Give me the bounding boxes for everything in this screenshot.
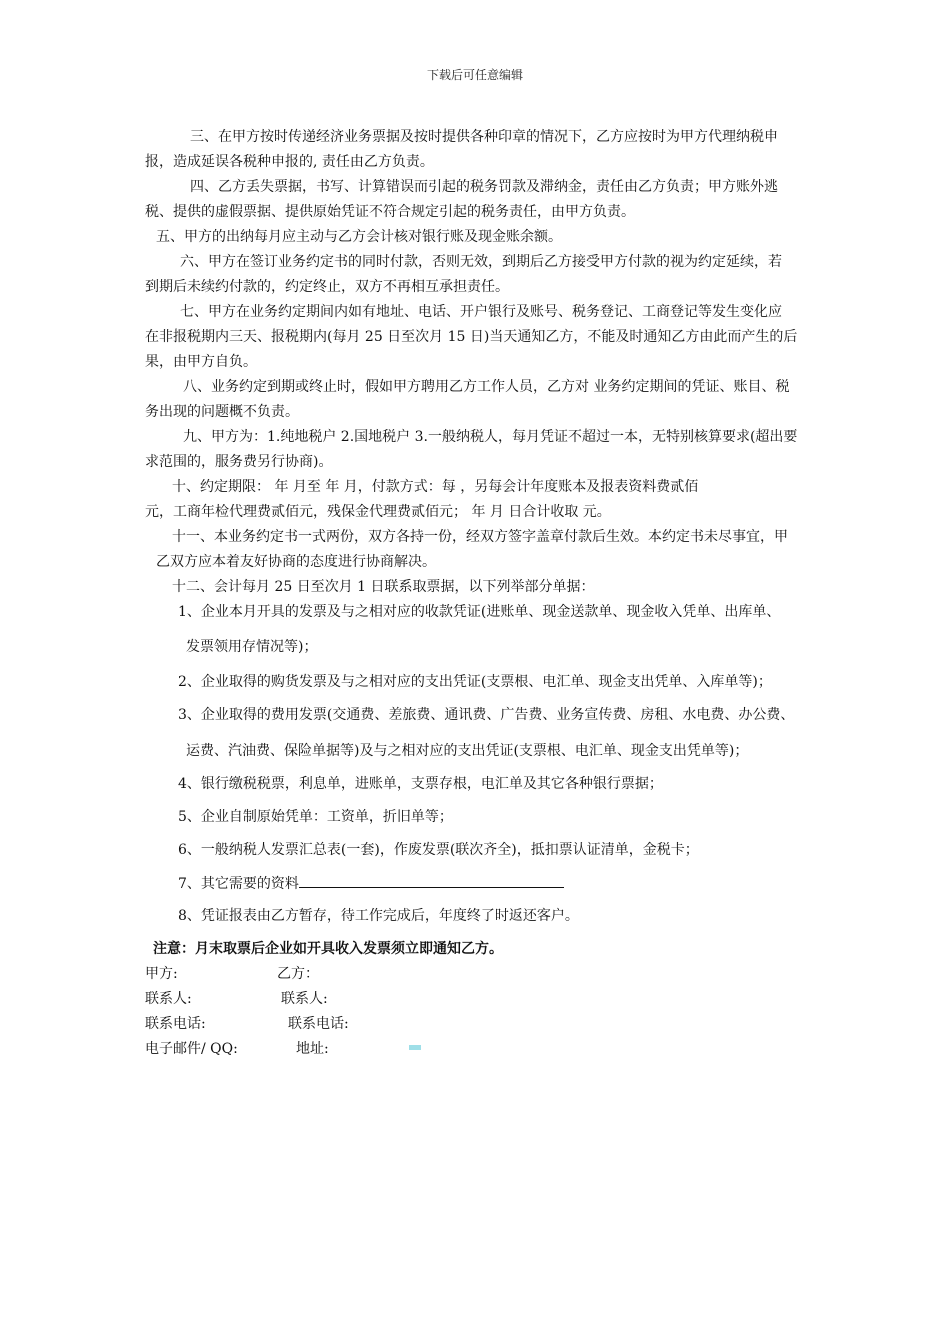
item-1-line-1: 1、企业本月开具的发票及与之相对应的收款凭证(进账单、现金送款单、现金收入凭单、出库单、 bbox=[178, 604, 781, 620]
clause-9-line-1: 九、甲方为：1.纯地税户 2.国地税户 3.一般纳税人，每月凭证不超过一本，无特别核算要求(超出要 bbox=[183, 429, 798, 445]
contact-a-label: 联系人: bbox=[145, 991, 192, 1007]
party-a-label: 甲方: bbox=[145, 966, 178, 982]
item-7-blank-line bbox=[299, 874, 564, 888]
address-b-label: 地址: bbox=[296, 1041, 329, 1057]
clause-8-line-2: 务出现的问题概不负责。 bbox=[145, 404, 299, 420]
clause-11-line-1: 十一、本业务约定书一式两份，双方各持一份，经双方签字盖章付款后生效。本约定书未尽事宜，甲 bbox=[172, 529, 788, 545]
item-6: 6、一般纳税人发票汇总表(一套)，作废发票(联次齐全)，抵扣票认证清单，金税卡； bbox=[178, 842, 699, 858]
item-7 bbox=[178, 874, 564, 893]
clause-10-line-1: 十、约定期限： 年 月至 年 月，付款方式：每 ，另每会计年度账本及报表资料费贰佰 bbox=[172, 479, 699, 495]
item-3-line-1: 3、企业取得的费用发票(交通费、差旅费、通讯费、广告费、业务宣传费、房租、水电费、办公费、 bbox=[178, 707, 795, 723]
clause-8-line-1: 八、业务约定到期或终止时，假如甲方聘用乙方工作人员，乙方对 业务约定期间的凭证、账目、税 bbox=[183, 379, 790, 395]
clause-6-line-1: 六、甲方在签订业务约定书的同时付款，否则无效，到期后乙方接受甲方付款的视为约定延续，若 bbox=[180, 254, 782, 270]
clause-5-line-1: 五、甲方的出纳每月应主动与乙方会计核对银行账及现金账余额。 bbox=[156, 229, 562, 245]
clause-3-line-1: 三、在甲方按时传递经济业务票据及按时提供各种印章的情况下，乙方应按时为甲方代理纳税申 bbox=[190, 129, 778, 145]
item-1-line-2: 发票领用存情况等)； bbox=[186, 639, 318, 655]
clause-10-line-2: 元，工商年检代理费贰佰元，残保金代理费贰佰元； 年 月 日合计收取 元。 bbox=[145, 504, 611, 520]
highlight-mark bbox=[409, 1045, 421, 1050]
clause-7-line-2: 在非报税期内三天、报税期内(每月 25 日至次月 15 日)当天通知乙方，不能及时通知乙方由此而产生的后 bbox=[145, 329, 798, 345]
clause-4-line-1: 四、乙方丢失票据，书写、计算错误而引起的税务罚款及滞纳金，责任由乙方负责；甲方账外逃 bbox=[190, 179, 778, 195]
clause-6-line-2: 到期后未续约付款的，约定终止，双方不再相互承担责任。 bbox=[145, 279, 509, 295]
email-a-label: 电子邮件/ QQ: bbox=[145, 1041, 238, 1057]
page-header: 下载后可任意编辑 bbox=[426, 68, 523, 82]
contact-b-label: 联系人: bbox=[281, 991, 328, 1007]
item-5: 5、企业自制原始凭单：工资单，折旧单等； bbox=[178, 809, 453, 825]
clause-12-line-1: 十二、会计每月 25 日至次月 1 日联系取票据，以下列举部分单据： bbox=[172, 579, 595, 595]
clause-7-line-1: 七、甲方在业务约定期间内如有地址、电话、开户银行及账号、税务登记、工商登记等发生变化应 bbox=[180, 304, 782, 320]
party-b-label: 乙方： bbox=[277, 966, 319, 982]
item-4: 4、银行缴税税票，利息单，进账单，支票存根，电汇单及其它各种银行票据； bbox=[178, 776, 663, 792]
clause-3-line-2: 报，造成延误各税种申报的, 责任由乙方负责。 bbox=[145, 154, 434, 170]
clause-11-line-2: 乙双方应本着友好协商的态度进行协商解决。 bbox=[156, 554, 436, 570]
clause-7-line-3: 果，由甲方自负。 bbox=[145, 354, 257, 370]
item-7-label: 7、其它需要的资料 bbox=[178, 876, 299, 892]
notice-text: 注意：月末取票后企业如开具收入发票须立即通知乙方。 bbox=[153, 941, 503, 957]
item-3-line-2: 运费、汽油费、保险单据等)及与之相对应的支出凭证(支票根、电汇单、现金支出凭单等)； bbox=[186, 743, 749, 759]
item-2: 2、企业取得的购货发票及与之相对应的支出凭证(支票根、电汇单、现金支出凭单、入库单等)； bbox=[178, 674, 772, 690]
phone-b-label: 联系电话: bbox=[288, 1016, 349, 1032]
phone-a-label: 联系电话: bbox=[145, 1016, 206, 1032]
clause-9-line-2: 求范围的，服务费另行协商)。 bbox=[145, 454, 333, 470]
item-8: 8、凭证报表由乙方暂存，待工作完成后，年度终了时返还客户。 bbox=[178, 908, 579, 924]
clause-4-line-2: 税、提供的虚假票据、提供原始凭证不符合规定引起的税务责任，由甲方负责。 bbox=[145, 204, 635, 220]
